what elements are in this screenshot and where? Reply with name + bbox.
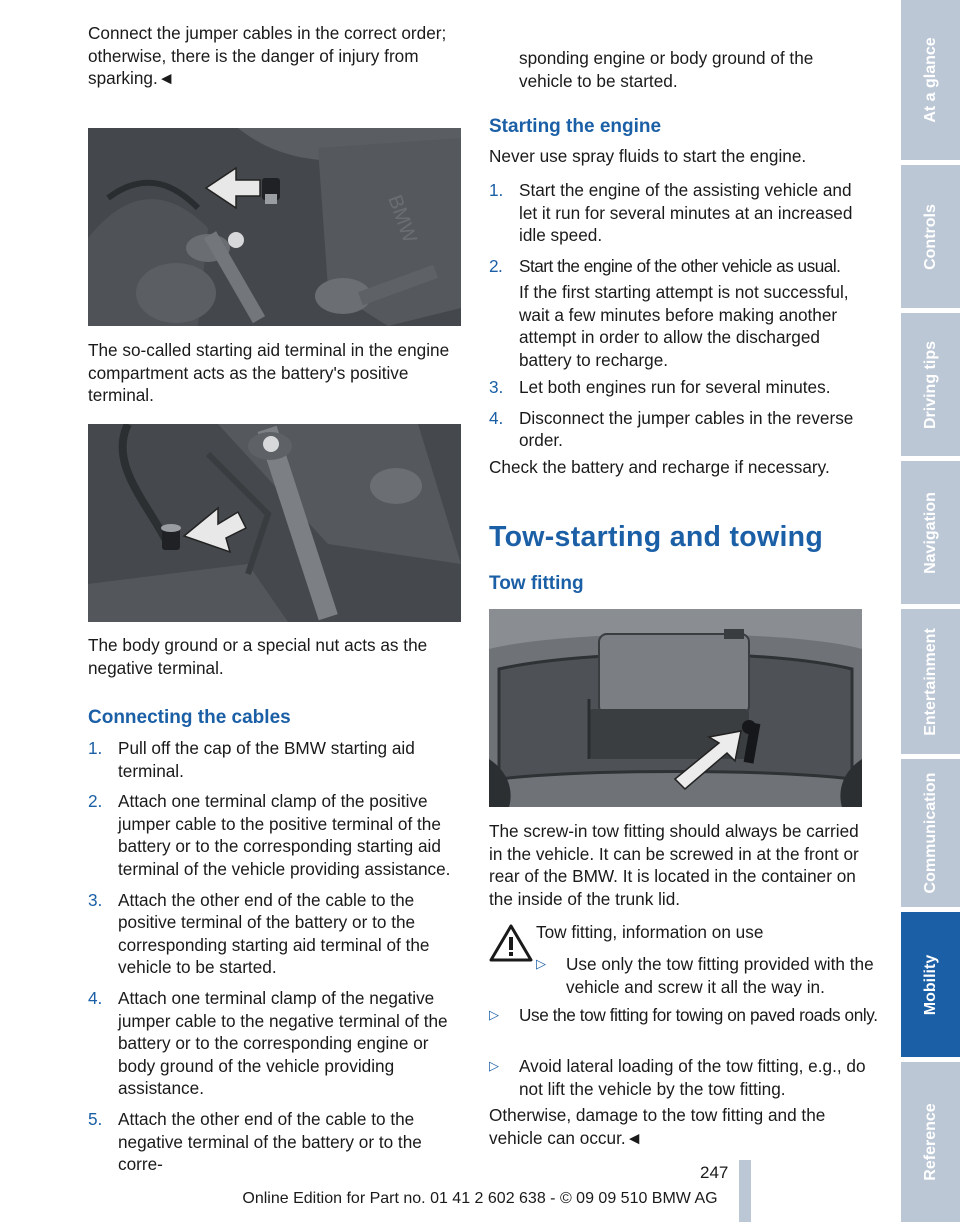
list-item xyxy=(489,407,862,452)
triangle-bullet-icon: ▷ xyxy=(536,956,546,971)
tab-label: Entertainment xyxy=(921,627,939,736)
tab-navigation[interactable] xyxy=(901,461,960,604)
step-number: 1. xyxy=(88,738,103,758)
bullet-text: Avoid lateral loading of the tow fitting, e.g., do not lift the vehicle by the tow fitting. xyxy=(519,1056,866,1099)
step-number: 5. xyxy=(88,1108,103,1129)
heading-tow-starting: Tow-starting and towing xyxy=(489,521,824,553)
tab-label: Communication xyxy=(921,772,939,894)
step2-extra: If the first starting attempt is not successful, wait a few minutes before making another attempt in order to allow the discharged battery to recharge. xyxy=(519,282,849,370)
continued-text: sponding engine or body ground of the vehicle to be started. xyxy=(519,48,814,91)
heading-connecting-cables: Connecting the cables xyxy=(88,707,291,728)
warning-title: Tow fitting, information on use xyxy=(536,922,764,942)
step-text: Let both engines run for several minutes. xyxy=(519,377,831,397)
step-number: 4. xyxy=(489,407,504,428)
connecting-steps xyxy=(88,737,461,1176)
trunk-lid-photo xyxy=(489,609,862,807)
step-text: Attach one terminal clamp of the negative jumper cable to the negative terminal of the battery or to the corresponding engine or body ground of the vehicle providing assistance. xyxy=(118,987,448,1099)
step-number: 3. xyxy=(88,889,103,910)
engine-negative-terminal-illustration xyxy=(88,424,461,622)
triangle-bullet-icon: ▷ xyxy=(489,1007,499,1022)
bullet-text: Use the tow fitting for towing on paved roads only. xyxy=(519,1005,878,1025)
list-item xyxy=(489,1004,892,1027)
chapter-tabs xyxy=(901,0,960,1222)
list-item xyxy=(536,953,892,998)
warning-icon xyxy=(489,924,533,962)
tab-at-a-glance[interactable] xyxy=(901,0,960,160)
starting-steps xyxy=(489,179,862,277)
step-number: 1. xyxy=(489,180,504,200)
list-item xyxy=(88,889,461,979)
step-text: Disconnect the jumper cables in the reverse order. xyxy=(519,407,854,451)
tab-label: Mobility xyxy=(921,954,939,1015)
tab-entertainment[interactable] xyxy=(901,609,960,754)
tow-fitting-text: The screw-in tow fitting should always be carried in the vehicle. It can be screwed in at the front or rear of the BMW. It is located in the container on the inside of the trunk lid. xyxy=(489,821,859,909)
tab-label: Driving tips xyxy=(921,340,939,429)
caption-positive-terminal: The so-called starting aid terminal in the engine compartment acts as the battery's positive terminal. xyxy=(88,340,450,406)
tab-label: Navigation xyxy=(921,491,939,574)
step-number: 2. xyxy=(489,255,503,276)
spray-note: Never use spray fluids to start the engine. xyxy=(489,146,807,166)
step-text: Start the engine of the other vehicle as usual. xyxy=(519,255,841,276)
triangle-bullet-icon: ▷ xyxy=(489,1058,499,1073)
intro-paragraph: Connect the jumper cables in the correct order; otherwise, there is the danger of injury from sparking.◄ xyxy=(88,23,447,89)
heading-tow-fitting: Tow fitting xyxy=(489,573,584,594)
step-text: Pull off the cap of the BMW starting aid terminal. xyxy=(118,738,415,781)
list-item xyxy=(489,376,862,399)
tab-label: Controls xyxy=(921,203,939,270)
step-text: Attach one terminal clamp of the positive jumper cable to the positive terminal of the battery or to the corresponding starting aid terminal of the vehicle providing assistance. xyxy=(118,791,451,879)
step-text: Attach the other end of the cable to the negative terminal of the battery or to the corre- xyxy=(118,1108,422,1175)
step-number: 4. xyxy=(88,987,103,1008)
step-text: Start the engine of the assisting vehicle and let it run for several minutes at an increased idle speed. xyxy=(519,180,853,246)
closing-warning: Otherwise, damage to the tow fitting and the vehicle can occur.◄ xyxy=(489,1105,826,1148)
check-battery: Check the battery and recharge if necessary. xyxy=(489,457,830,477)
heading-starting-engine: Starting the engine xyxy=(489,116,662,137)
caption-negative-terminal: The body ground or a special nut acts as the negative terminal. xyxy=(88,635,428,678)
bullet-text: Use only the tow fitting provided with the vehicle and screw it all the way in. xyxy=(566,954,874,997)
engine-cover-logo: BMW xyxy=(383,192,421,246)
tab-label: Reference xyxy=(921,1103,939,1181)
tab-mobility[interactable] xyxy=(901,912,960,1057)
list-item xyxy=(489,255,862,278)
step-number: 3. xyxy=(489,377,504,397)
list-item xyxy=(489,1055,892,1100)
list-item xyxy=(489,179,862,247)
engine-photo-positive-terminal xyxy=(88,128,461,326)
list-item xyxy=(88,1108,461,1176)
tab-driving-tips[interactable] xyxy=(901,313,960,456)
trunk-lid-illustration xyxy=(489,609,862,807)
tab-label: At a glance xyxy=(921,37,939,123)
step-number: 2. xyxy=(88,791,103,812)
list-item xyxy=(88,737,461,782)
tab-communication[interactable] xyxy=(901,759,960,907)
engine-photo-negative-terminal xyxy=(88,424,461,622)
starting-steps-continued xyxy=(489,376,862,452)
step-text: Attach the other end of the cable to the positive terminal of the battery or to the corresponding starting aid terminal of the vehicle to be started. xyxy=(118,889,430,978)
page-number: 247 xyxy=(700,1163,729,1182)
tab-controls[interactable] xyxy=(901,165,960,308)
engine-positive-terminal-illustration xyxy=(88,128,461,326)
list-item xyxy=(88,790,461,880)
footer-edition: Online Edition for Part no. 01 41 2 602 638 - © 09 09 510 BMW AG xyxy=(242,1190,718,1207)
list-item xyxy=(88,987,461,1100)
